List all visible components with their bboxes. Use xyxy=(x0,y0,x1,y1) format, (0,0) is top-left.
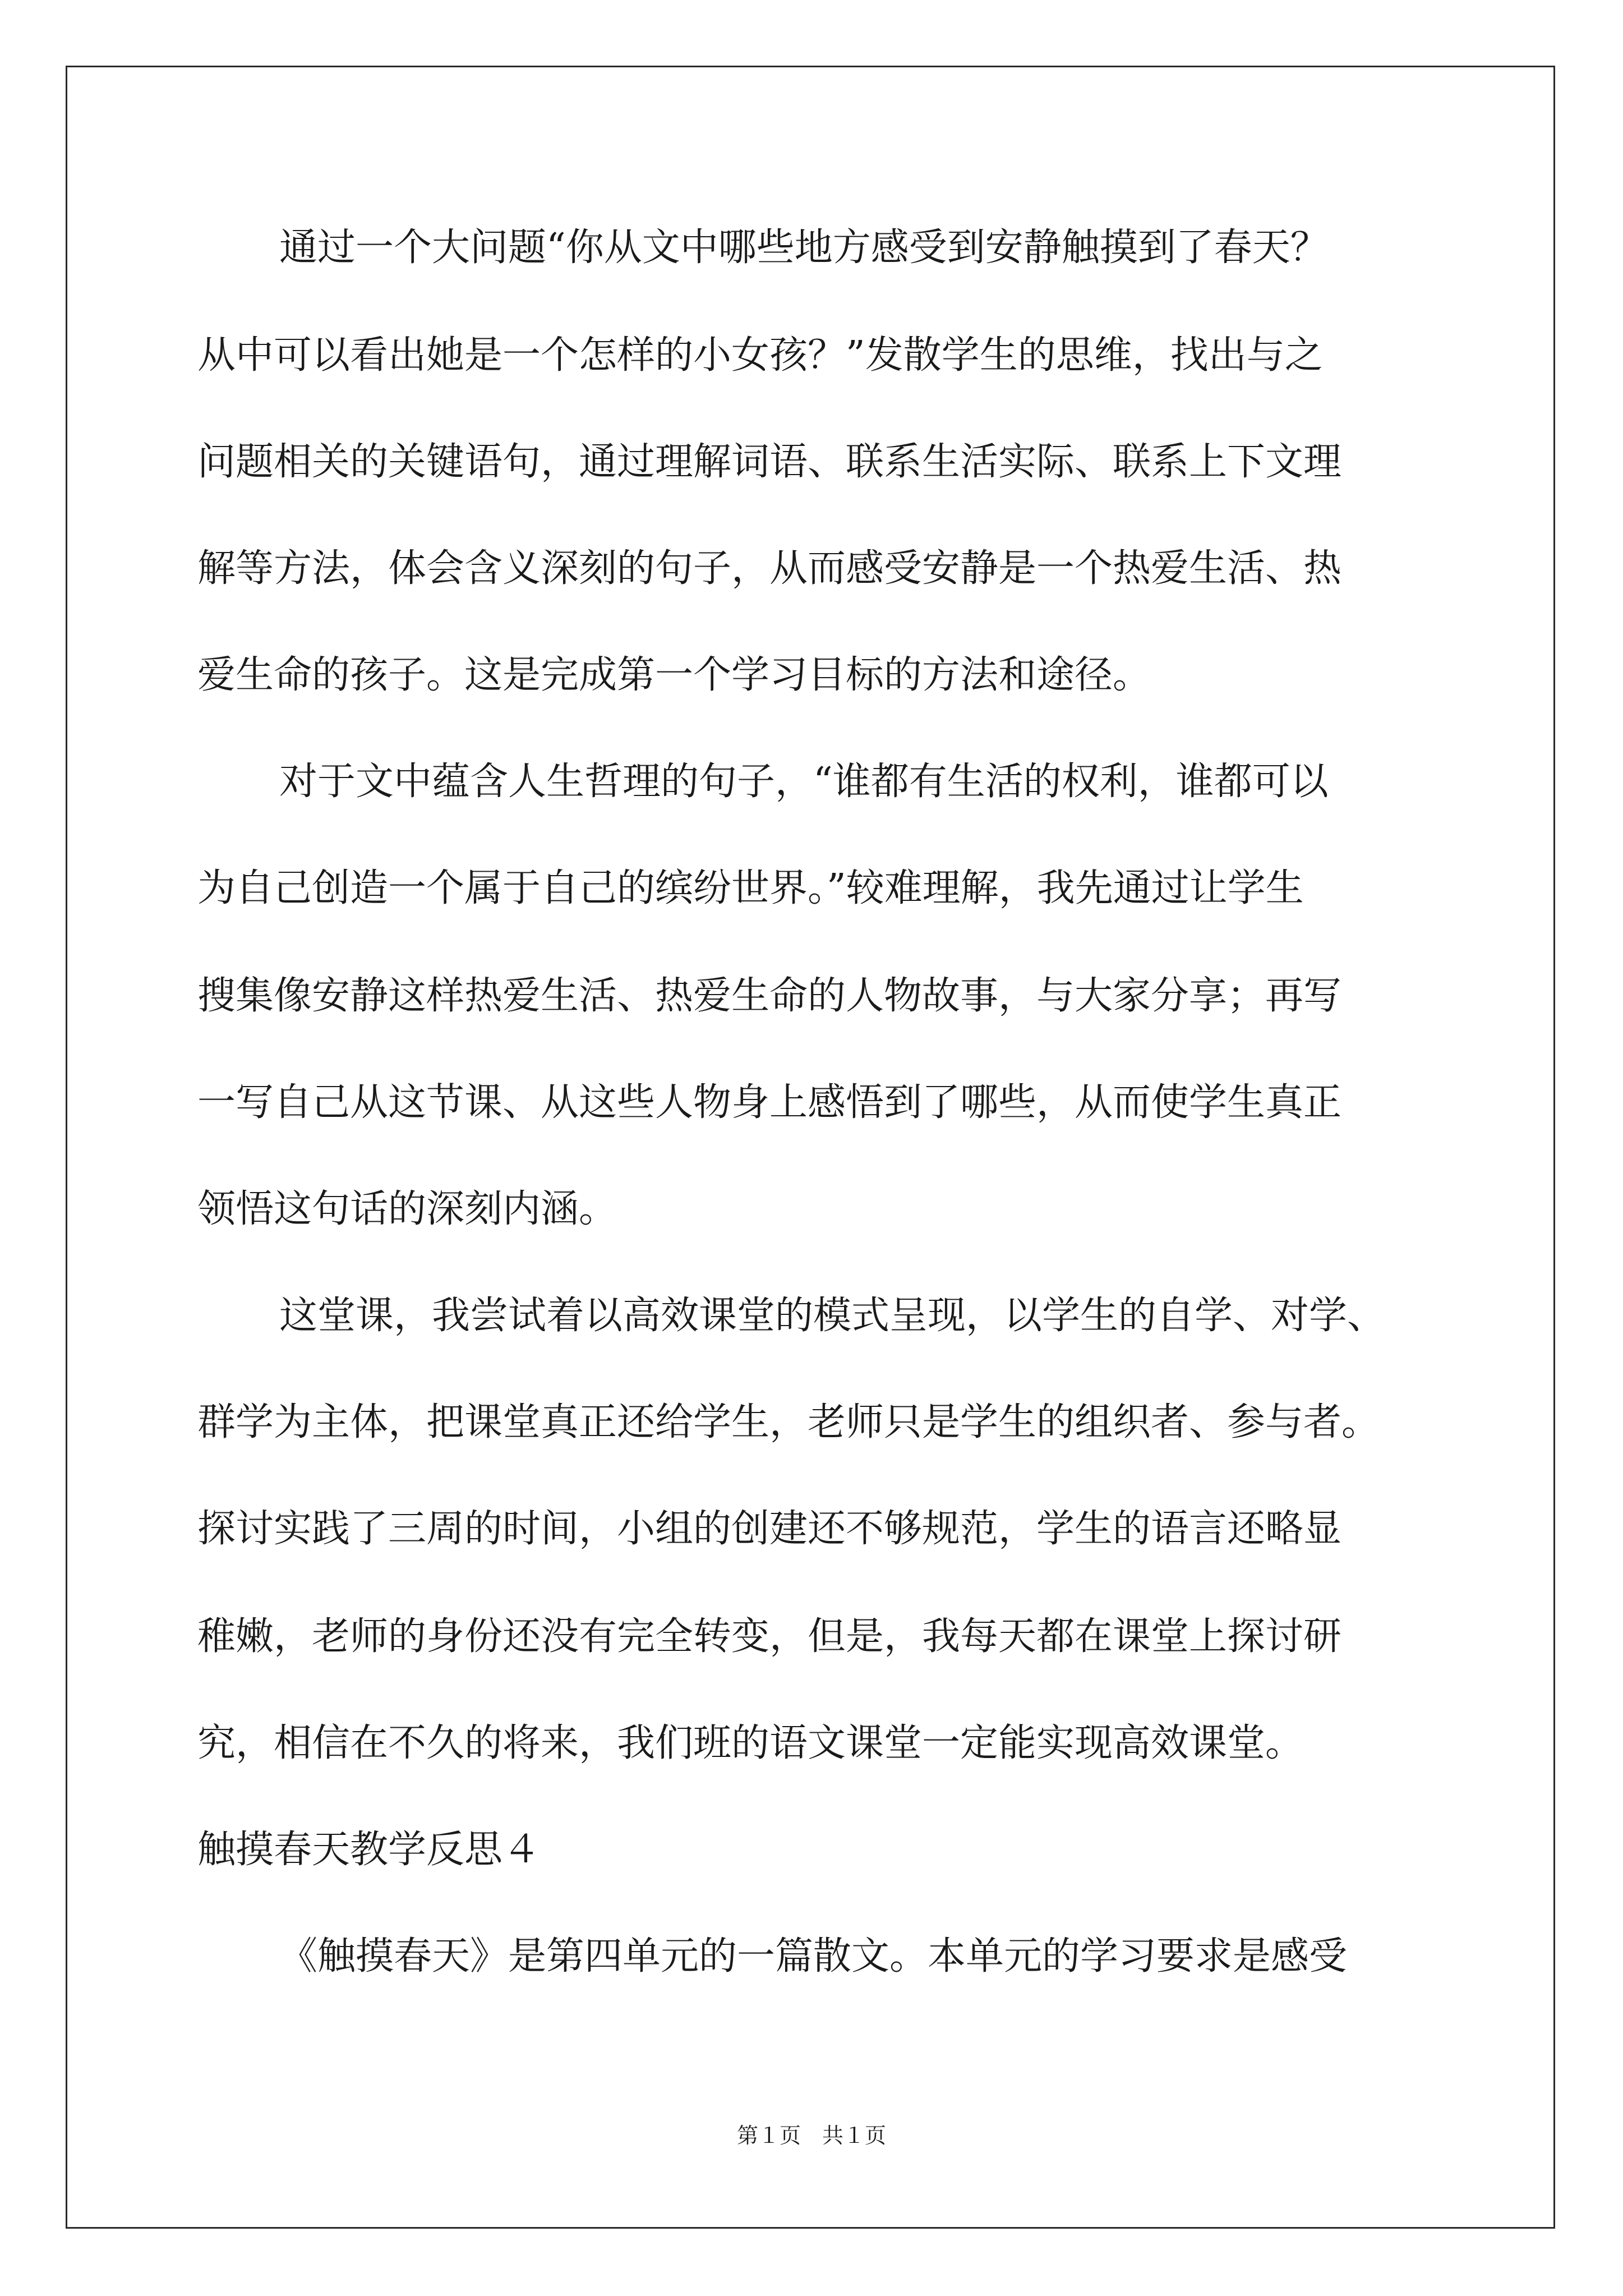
text-line: 究，相信在不久的将来，我们班的语文课堂一定能实现高效课堂。 xyxy=(197,1721,1304,1765)
text-line: 对于文中蕴含人生哲理的句子，“谁都有生活的权利，谁都可以 xyxy=(279,760,1329,804)
text-line: 这堂课，我尝试着以高效课堂的模式呈现，以学生的自学、对学、 xyxy=(279,1294,1386,1338)
text-line: 问题相关的关键语句，通过理解词语、联系生活实际、联系上下文理 xyxy=(197,440,1342,484)
text-line: 《触摸春天》是第四单元的一篇散文。本单元的学习要求是感受 xyxy=(279,1934,1348,1978)
page-footer: 第１页 共１页 xyxy=(736,2123,886,2148)
text-line: 探讨实践了三周的时间，小组的创建还不够规范，学生的语言还略显 xyxy=(197,1507,1342,1551)
text-line: 群学为主体，把课堂真正还给学生，老师只是学生的组织者、参与者。 xyxy=(197,1400,1380,1444)
text-line: 为自己创造一个属于自己的缤纷世界。”较难理解，我先通过让学生 xyxy=(197,866,1304,910)
text-line: 搜集像安静这样热爱生活、热爱生命的人物故事，与大家分享；再写 xyxy=(197,974,1342,1018)
text-line: 从中可以看出她是一个怎样的小女孩？”发散学生的思维，找出与之 xyxy=(197,333,1323,378)
text-line: 解等方法，体会含义深刻的句子，从而感受安静是一个热爱生活、热 xyxy=(197,546,1342,591)
text-line: 通过一个大问题“你从文中哪些地方感受到安静触摸到了春天？ xyxy=(279,226,1329,270)
section-heading: 触摸春天教学反思４ xyxy=(197,1828,541,1872)
text-line: 领悟这句话的深刻内涵。 xyxy=(197,1187,617,1231)
text-line: 一写自己从这节课、从这些人物身上感悟到了哪些，从而使学生真正 xyxy=(197,1080,1342,1125)
text-line: 爱生命的孩子。这是完成第一个学习目标的方法和途径。 xyxy=(197,653,1151,697)
text-line: 稚嫩，老师的身份还没有完全转变，但是，我每天都在课堂上探讨研 xyxy=(197,1614,1342,1659)
